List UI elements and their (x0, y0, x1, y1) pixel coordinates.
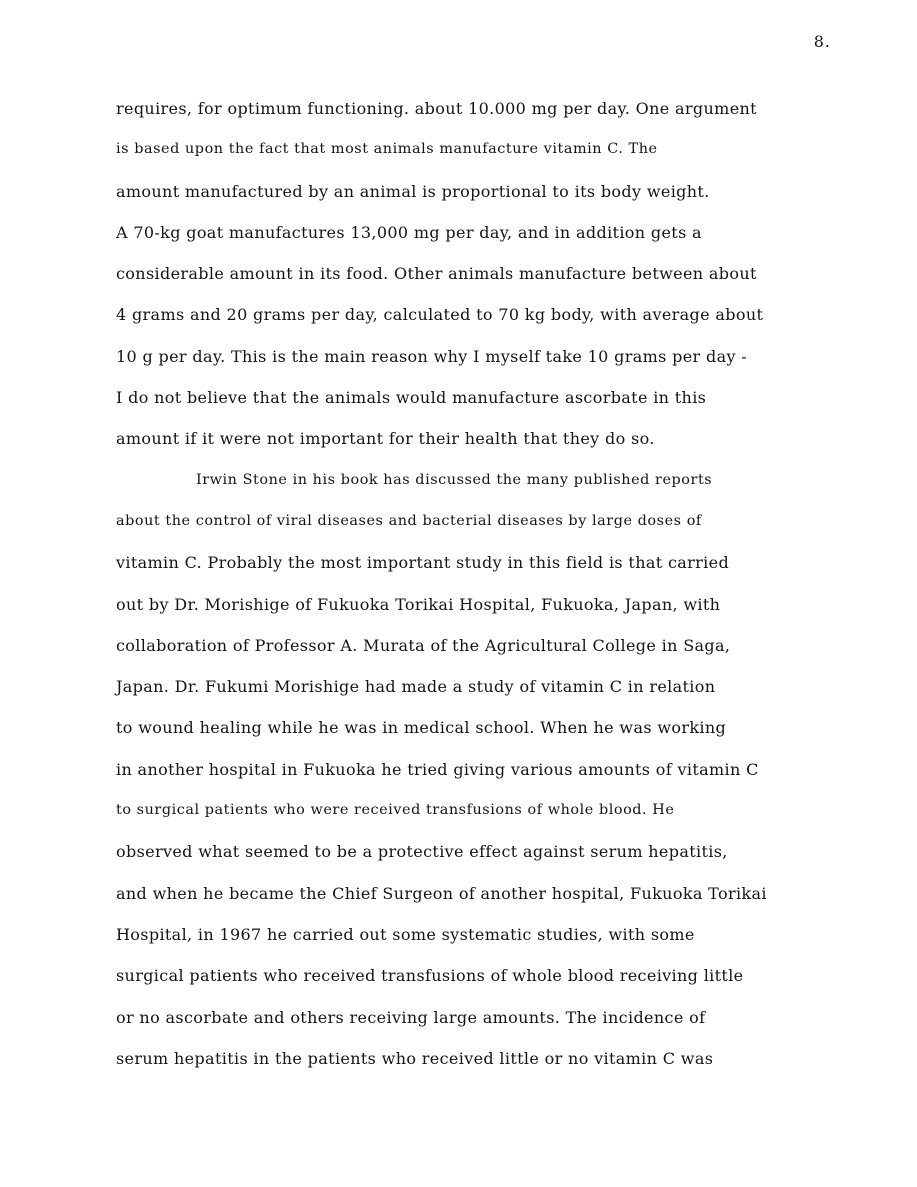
text-line: serum hepatitis in the patients who received little or no vitamin C was (116, 1048, 714, 1068)
body-text (116, 88, 826, 1079)
text-line: to surgical patients who were received transfusions of whole blood. He (116, 802, 675, 819)
text-line: out by Dr. Morishige of Fukuoka Torikai Hospital, Fukuoka, Japan, with (116, 594, 721, 614)
text-line: amount if it were not important for their health that they do so. (116, 429, 655, 449)
text-line: Hospital, in 1967 he carried out some systematic studies, with some (116, 924, 695, 944)
paragraph-first-line: Irwin Stone in his book has discussed the many published reports (196, 471, 713, 488)
text-line: about the control of viral diseases and bacterial diseases by large doses of (116, 512, 702, 529)
text-line: amount manufactured by an animal is proportional to its body weight. (116, 181, 710, 201)
text-line: considerable amount in its food. Other animals manufacture between about (116, 264, 757, 284)
text-line: 4 grams and 20 grams per day, calculated to 70 kg body, with average about (116, 305, 764, 325)
text-line: collaboration of Professor A. Murata of the Agricultural College in Saga, (116, 635, 731, 655)
text-line: 10 g per day. This is the main reason why I myself take 10 grams per day - (116, 346, 748, 366)
text-line: in another hospital in Fukuoka he tried giving various amounts of vitamin C (116, 759, 759, 779)
text-line: surgical patients who received transfusions of whole blood receiving little (116, 966, 744, 986)
text-line: A 70-kg goat manufactures 13,000 mg per day, and in addition gets a (116, 222, 702, 242)
text-line: I do not believe that the animals would manufacture ascorbate in this (116, 388, 707, 408)
text-line: Japan. Dr. Fukumi Morishige had made a study of vitamin C in relation (116, 677, 716, 697)
text-line: is based upon the fact that most animals manufacture vitamin C. The (116, 141, 658, 158)
text-line: observed what seemed to be a protective effect against serum hepatitis, (116, 842, 728, 862)
text-line: to wound healing while he was in medical school. When he was working (116, 718, 727, 738)
text-line: and when he became the Chief Surgeon of another hospital, Fukuoka Torikai (116, 883, 767, 903)
page-number: 8. (813, 32, 831, 51)
text-line: vitamin C. Probably the most important study in this field is that carried (116, 553, 730, 573)
text-line: or no ascorbate and others receiving large amounts. The incidence of (116, 1007, 706, 1027)
text-line: requires, for optimum functioning. about 10.000 mg per day. One argument (116, 99, 757, 118)
